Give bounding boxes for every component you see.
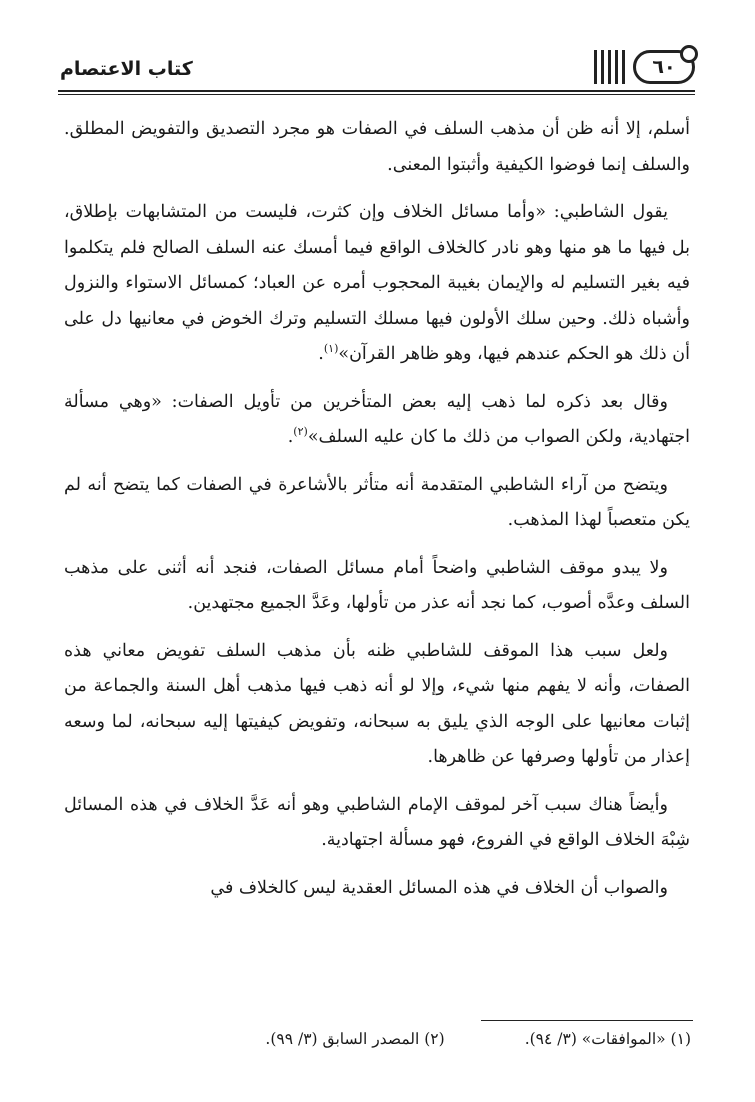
paragraph-2: يقول الشاطبي: «وأما مسائل الخلاف وإن كثرت، فليست من المتشابهات بإطلاق، بل فيها ما هو منها وهو نادر كالخلاف الواقع فيما أمسك عنه السلف الصالح فلم يتكلموا فيه بغير التسليم له والإيمان بغيبة المحجوب أمره عن العباد؛ كمسائل الاستواء والنزول وأشباه ذلك. وحين سلك الأولون فيها مسلك التسليم وترك الخوض في معانيها دل على أن ذلك هو الحكم عندهم فيها، وهو ظاهر القرآن»$^{(١)}$. [64,202,690,364]
footnote-ref-1: (١) [323,342,339,356]
page-number-badge [594,50,695,84]
paragraph-2-text: يقول الشاطبي: «وأما مسائل الخلاف وإن كثرت، فليست من المتشابهات بإطلاق، بل فيها ما هو منها وهو نادر كالخلاف الواقع فيما أمسك عنه السلف الصالح فلم يتكلموا فيه بغير التسليم له والإيمان بغيبة المحجوب أمره عن العباد؛ كمسائل الاستواء والنزول وأشباه ذلك. وحين سلك الأولون فيها مسلك التسليم وترك الخوض في معانيها دل على أن ذلك هو الحكم عندهم فيها، وهو ظاهر القرآن» [64,202,690,364]
paragraph-4: ويتضح من آراء الشاطبي المتقدمة أنه متأثر بالأشاعرة في الصفات كما يتضح أنه لم يكن متعصباً لهذا المذهب. [64,474,690,530]
paragraph-3-text: وقال بعد ذكره لما ذهب إليه بعض المتأخرين من تأويل الصفات: «وهي مسألة اجتهادية، ولكن الصواب من ذلك ما كان عليه السلف» [64,391,690,447]
footnote-rule [481,1020,693,1021]
book-title: كتاب الاعتصام [60,58,193,80]
page-number: ٦٠ [633,50,695,84]
paragraph-6: ولعل سبب هذا الموقف للشاطبي ظنه بأن مذهب السلف تفويض معاني هذه الصفات، وأنه لا يفهم منها شيء، وإلا لو أنه ذهب فيها مذهب أهل السنة والجماعة من إثبات معانيها على الوجه الذي يليق به سبحانه، وتفويض كيفيتها إليه سبحانه، لما وسعه إعذار من تأولها وصرفها عن ظاهرها. [64,640,690,767]
footnotes [60,1030,691,1048]
paragraph-5: ولا يبدو موقف الشاطبي واضحاً أمام مسائل الصفات، فنجد أنه أثنى على مذهب السلف وعدَّه أصوب، كما نجد أنه عذر من تأولها، وعَدَّ الجميع مجتهدين. [64,557,690,613]
footnote-2: (٢) المصدر السابق (٣/ ٩٩). [265,1030,445,1048]
header-rule [58,90,695,92]
paragraph-1: أسلم، إلا أنه ظن أن مذهب السلف في الصفات هو مجرد التصديق والتفويض المطلق. والسلف إنما فوضوا الكيفية وأثبتوا المعنى. [64,119,690,175]
paragraph-7: وأيضاً هناك سبب آخر لموقف الإمام الشاطبي وهو أنه عَدَّ الخلاف في هذه المسائل شِبْهَ الخلاف الواقع في الفروع، فهو مسألة اجتهادية. [64,794,690,850]
paragraph-8: والصواب أن الخلاف في هذه المسائل العقدية ليس كالخلاف في [210,877,668,898]
decorative-bars [594,50,625,84]
paragraph-3: وقال بعد ذكره لما ذهب إليه بعض المتأخرين من تأويل الصفات: «وهي مسألة اجتهادية، ولكن الصواب من ذلك ما كان عليه السلف»$^{(٢)}$. [64,391,690,447]
page-body [64,112,690,918]
footnote-1: (١) «الموافقات» (٣/ ٩٤). [524,1030,691,1048]
footnote-ref-2: (٢) [293,425,308,439]
header-rule-thin [58,94,695,95]
